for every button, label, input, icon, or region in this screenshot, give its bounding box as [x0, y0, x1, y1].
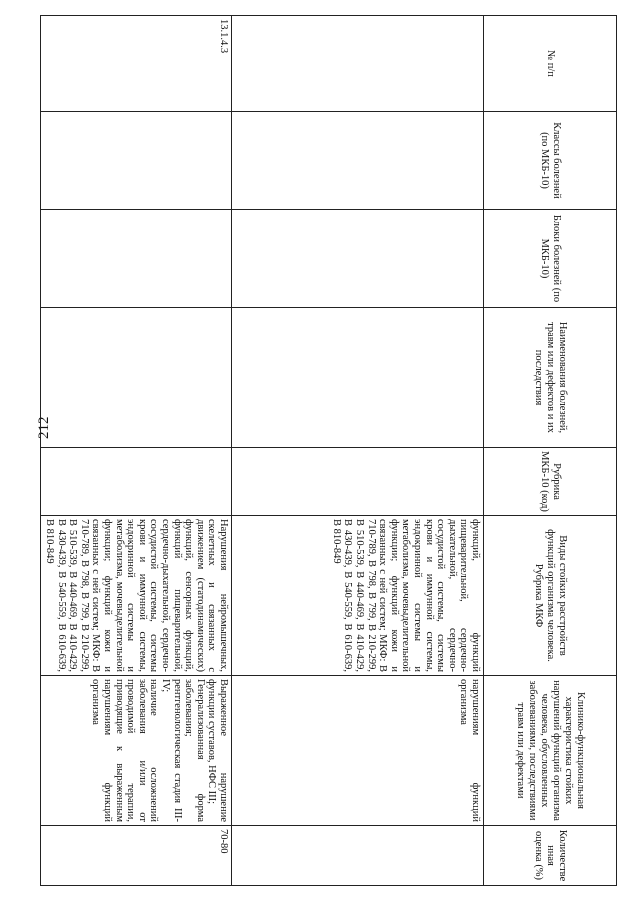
table-header-row	[484, 16, 617, 886]
header-clinical: Клинико-функциональная характеристика стойких нарушений функций организма человека, обусловленных заболеваниями, последствиями травм или дефектами	[484, 676, 617, 826]
header-names: Наименования болезней, травм или дефектов и их последствия	[484, 308, 617, 448]
header-score: Количестве нная оценка (%)	[484, 826, 617, 886]
cell-blocks	[232, 210, 484, 308]
cell-names	[232, 308, 484, 448]
header-code: Рубрика МКБ-10 (код)	[484, 448, 617, 516]
cell-classes	[41, 112, 232, 210]
cell-score	[232, 826, 484, 886]
header-classes: Классы болезней (по МКБ-10)	[484, 112, 617, 210]
header-num: № п/п	[484, 16, 617, 112]
cell-blocks	[41, 210, 232, 308]
cell-num: 13.1.4.3	[41, 16, 232, 112]
table-row	[232, 16, 484, 886]
header-functions: Виды стойких расстройств функций организма человека. Рубрика МКФ	[484, 516, 617, 676]
rotated-table-page	[42, 15, 617, 885]
header-blocks: Блоки болезней (по МКБ-10)	[484, 210, 617, 308]
cell-clinical: Выраженное нарушение функции суставов, НФС III; Генерализованная форма заболевания; рентгенологическая стадия III-IV; наличие осложнений заболевания и/или от проводимой терапии, приводящие к выраженным нарушениям функций организма	[41, 676, 232, 826]
disease-table	[41, 15, 618, 886]
cell-score: 70-80	[41, 826, 232, 886]
cell-functions: функций, функций пищеварительной, сердечно-дыхательной, сердечно-сосудистой системы, системы крови и иммунной системы, эндокринной системы и метаболизма, мочевыделительной функции; функций кожи и связанных с ней систем; МКФ: В 710-789, В 798, В 799, В 210-299, В 510-539, В 440-469, В 410-429, В 430-439, В 540-559, В 610-639, В 810-849	[232, 516, 484, 676]
table-row	[41, 16, 232, 886]
cell-code	[41, 448, 232, 516]
cell-functions: Нарушения нейромышечных, скелетных и связанных с движением (статодинамических) функций, сенсорных функций, функций пищеварительной, сердечно-дыхательной, сердечно-сосудистой системы, системы крови и иммунной системы, эндокринной системы и метаболизма, мочевыделительной функции; функций кожи и связанных с ней систем; МКФ: В 710-789, В 798, В 799, В 210-299, В 510-539, В 440-469, В 410-429, В 430-439, В 540-559, В 610-639, В 810-849	[41, 516, 232, 676]
cell-classes	[232, 112, 484, 210]
cell-num	[232, 16, 484, 112]
cell-clinical: нарушениям функций организма	[232, 676, 484, 826]
page-number: 212	[36, 416, 52, 439]
cell-code	[232, 448, 484, 516]
cell-names	[41, 308, 232, 448]
